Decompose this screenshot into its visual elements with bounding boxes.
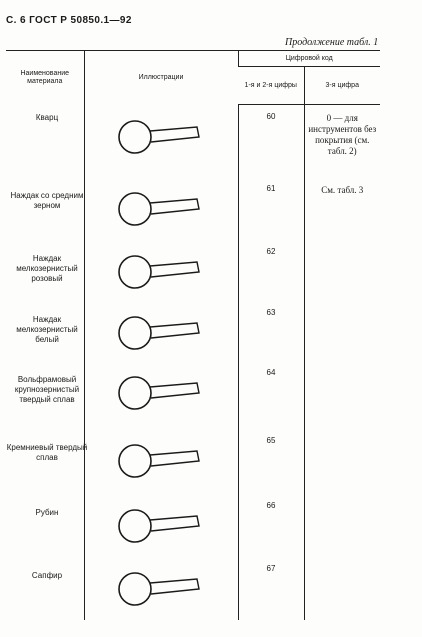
table-row [6,177,380,241]
materials-table [6,50,380,620]
probe-sphere-icon [117,117,207,157]
material-name: Наждак со средним зерном [10,190,84,210]
illustration-cell [84,105,238,177]
digit-3-cell [304,301,380,361]
code-cell [238,301,304,361]
probe-ball-shape [119,510,151,542]
table-row [6,301,380,361]
code-cell [238,361,304,429]
material-name: Кварц [35,112,59,122]
digits-1-2-value: 63 [266,307,276,317]
material-name: Наждак мелкозернистый розовый [16,254,78,284]
probe-stem-shape [150,451,199,466]
table-row [6,557,380,620]
code-cell [238,105,304,177]
material-name-cell [6,361,84,429]
illustration-cell [84,177,238,241]
header-digital-code: Цифровой код [238,51,380,67]
probe-ball-shape [119,573,151,605]
material-name: Кремниевый твердый сплав [6,443,88,463]
material-name: Рубин [35,507,59,517]
material-name: Наждак мелкозернистый белый [16,314,78,344]
digit-3-value: См. табл. 3 [321,184,364,195]
table-row [6,494,380,558]
illustration-cell [84,429,238,494]
digits-1-2-value: 61 [266,183,276,193]
digit-3-cell [304,105,380,177]
probe-ball-shape [119,193,151,225]
probe-stem-shape [150,127,199,142]
digit-3-cell [304,494,380,558]
digits-1-2-value: 64 [266,368,276,378]
digit-3-cell [304,177,380,241]
probe-stem-shape [150,199,199,214]
table-row [6,240,380,300]
material-name: Вольфрамовый крупнозернистый твердый сплав [14,375,80,405]
code-cell [238,557,304,620]
page-header: С. 6 ГОСТ Р 50850.1—92 [6,15,132,26]
probe-sphere-icon [117,441,207,481]
table-row [6,105,380,177]
digits-1-2-value: 62 [266,247,276,257]
probe-sphere-icon [117,313,207,353]
material-name: Сапфир [31,571,63,581]
material-name-cell [6,177,84,241]
illustration-cell [84,240,238,300]
table-row [6,429,380,494]
probe-ball-shape [119,121,151,153]
header-digits-1-2: 1-я и 2-я цифры [238,67,304,105]
probe-ball-shape [119,256,151,288]
digit-3-value: 0 — для инструментов без покрытия (см. табл. 2) [308,113,377,156]
code-cell [238,429,304,494]
material-name-cell [6,429,88,494]
probe-ball-shape [119,445,151,477]
probe-stem-shape [150,262,199,277]
code-cell [238,177,304,241]
probe-ball-shape [119,317,151,349]
illustration-cell [84,301,238,361]
code-cell [238,494,304,558]
material-name-cell [6,557,84,620]
header-digit-3: 3-я цифра [304,67,380,105]
digit-3-cell [304,361,380,429]
digits-1-2-value: 66 [266,500,276,510]
illustration-cell [84,361,238,429]
header-illustration: Иллюстрации [84,51,238,105]
illustration-cell [84,494,238,558]
material-name-cell [6,301,84,361]
probe-sphere-icon [117,189,207,229]
probe-sphere-icon [117,252,207,292]
material-name-cell [6,494,84,558]
probe-sphere-icon [117,506,207,546]
material-name-cell [6,240,84,300]
code-cell [238,240,304,300]
header-material: Наименование материала [6,51,84,105]
illustration-cell [84,557,238,620]
table-row [6,361,380,429]
probe-sphere-icon [117,569,207,609]
digits-1-2-value: 65 [266,436,276,446]
material-name-cell [6,105,84,177]
digits-1-2-value: 67 [266,564,276,574]
table-continuation-label: Продолжение табл. 1 [285,37,379,48]
probe-stem-shape [150,579,199,594]
digits-1-2-value: 60 [266,112,276,121]
probe-stem-shape [150,383,199,398]
probe-stem-shape [150,323,199,338]
probe-ball-shape [119,377,151,409]
digit-3-cell [304,557,380,620]
digit-3-cell [304,240,380,300]
probe-stem-shape [150,516,199,531]
digit-3-cell [304,429,380,494]
probe-sphere-icon [117,373,207,413]
